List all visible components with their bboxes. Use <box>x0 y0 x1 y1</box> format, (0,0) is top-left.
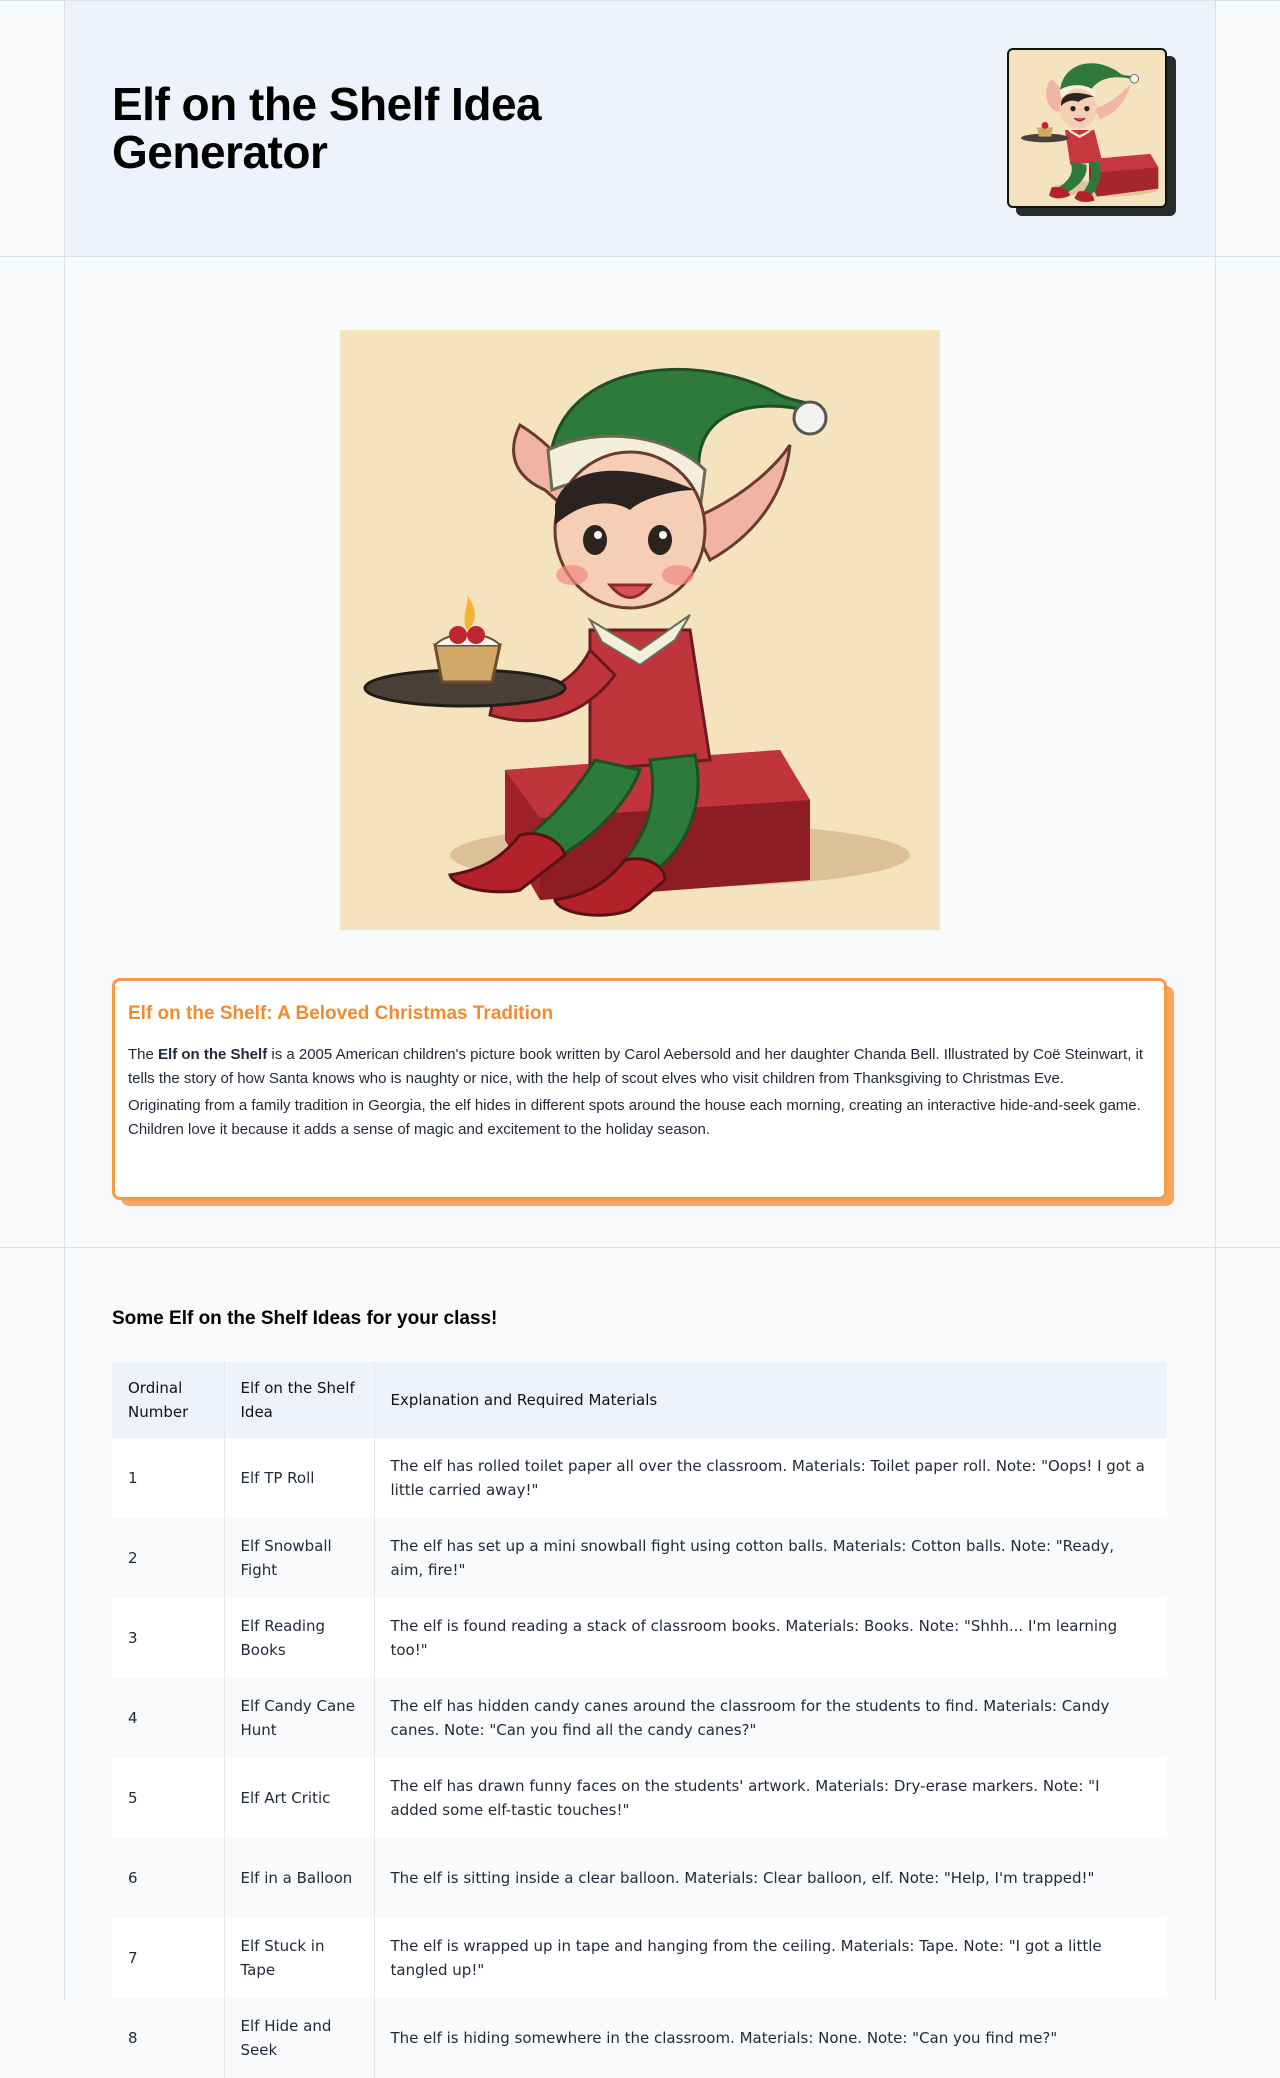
ordinal-cell: 7 <box>112 1918 224 1998</box>
ordinal-cell: 6 <box>112 1838 224 1918</box>
ordinal-cell: 2 <box>112 1518 224 1598</box>
table-header-row <box>112 1362 1167 1438</box>
ordinal-cell: 1 <box>112 1438 224 1518</box>
description-cell: The elf is hiding somewhere in the classroom. Materials: None. Note: "Can you find me?" <box>374 1998 1167 2078</box>
description-cell: The elf has drawn funny faces on the students' artwork. Materials: Dry-erase markers. Note: "I added some elf-tastic touches!" <box>374 1758 1167 1838</box>
info-text: The <box>128 1046 159 1063</box>
ordinal-cell: 8 <box>112 1998 224 2078</box>
idea-cell: Elf Snowball Fight <box>224 1518 374 1598</box>
table-row <box>112 1598 1167 1678</box>
column-header: Explanation and Required Materials <box>374 1362 1167 1438</box>
elf-illustration <box>340 330 940 930</box>
table-row <box>112 1918 1167 1998</box>
table-row <box>112 1998 1167 2078</box>
ordinal-cell: 4 <box>112 1678 224 1758</box>
table-row <box>112 1518 1167 1598</box>
idea-cell: Elf Candy Cane Hunt <box>224 1678 374 1758</box>
column-header: Ordinal Number <box>112 1362 224 1438</box>
page-title: Elf on the Shelf Idea Generator <box>112 78 542 178</box>
divider <box>0 0 1280 1</box>
ideas-table <box>112 1362 1167 2078</box>
ordinal-cell: 5 <box>112 1758 224 1838</box>
divider <box>0 256 1280 257</box>
description-cell: The elf has rolled toilet paper all over the classroom. Materials: Toilet paper roll. Note: "Oops! I got a little carried away!" <box>374 1438 1167 1518</box>
table-row <box>112 1758 1167 1838</box>
divider <box>0 1247 1280 1248</box>
idea-cell: Elf in a Balloon <box>224 1838 374 1918</box>
table-row <box>112 1838 1167 1918</box>
ordinal-cell: 3 <box>112 1598 224 1678</box>
column-header: Elf on the Shelf Idea <box>224 1362 374 1438</box>
description-cell: The elf is sitting inside a clear balloon. Materials: Clear balloon, elf. Note: "Help, I'm trapped!" <box>374 1838 1167 1918</box>
info-card <box>112 978 1167 1200</box>
table-row <box>112 1678 1167 1758</box>
description-cell: The elf is found reading a stack of classroom books. Materials: Books. Note: "Shhh... I'm learning too!" <box>374 1598 1167 1678</box>
info-bold-text: Elf on the Shelf <box>158 1046 268 1063</box>
info-text: is a 2005 American children's picture book written by Carol Aebersold and her daughter Chanda Bell. Illustrated by Coë Steinwart, it tells the story of how Santa knows who is naughty or nice, with the help of scout elves who visit children from Thanksgiving to Christmas Eve. <box>128 1046 1144 1087</box>
elf-logo-icon <box>1007 48 1167 208</box>
idea-cell: Elf Stuck in Tape <box>224 1918 374 1998</box>
description-cell: The elf has hidden candy canes around the classroom for the students to find. Materials: Candy canes. Note: "Can you find all the candy canes?" <box>374 1678 1167 1758</box>
idea-cell: Elf Art Critic <box>224 1758 374 1838</box>
info-paragraph-1 <box>128 1043 1151 1091</box>
info-paragraph-2: Originating from a family tradition in Georgia, the elf hides in different spots around the house each morning, creating an interactive hide-and-seek game. Children love it because it adds a sense of magic and excitement to the holiday season. <box>128 1097 1141 1138</box>
description-cell: The elf has set up a mini snowball fight using cotton balls. Materials: Cotton balls. Note: "Ready, aim, fire!" <box>374 1518 1167 1598</box>
idea-cell: Elf Reading Books <box>224 1598 374 1678</box>
idea-cell: Elf TP Roll <box>224 1438 374 1518</box>
ideas-section-title: Some Elf on the Shelf Ideas for your class! <box>112 1308 498 1329</box>
info-heading: Elf on the Shelf: A Beloved Christmas Tradition <box>128 1003 554 1024</box>
table-row <box>112 1438 1167 1518</box>
idea-cell: Elf Hide and Seek <box>224 1998 374 2078</box>
description-cell: The elf is wrapped up in tape and hanging from the ceiling. Materials: Tape. Note: "I got a little tangled up!" <box>374 1918 1167 1998</box>
